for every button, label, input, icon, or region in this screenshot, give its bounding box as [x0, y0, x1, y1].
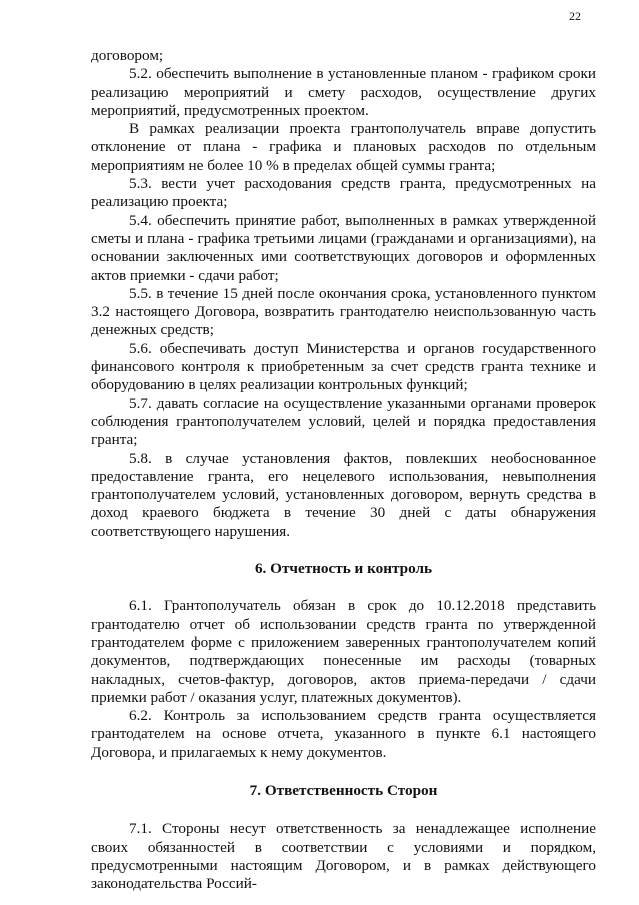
page-number: 22 [569, 9, 581, 23]
paragraph-6-1: 6.1. Грантополучатель обязан в срок до 10.12.2018 представить грантодателю отчет об использовании средств гранта по утвержденной грантодателем форме с приложением заверенных грантополучателем копий документов, подтверждающих понесенные им расходы (товарных накладных, счетов-фактур, договоров, актов приема-передачи / сдачи приемки работ / оказания услуг, платежных документов). [91, 597, 596, 706]
paragraph-5-7: 5.7. давать согласие на осуществление указанными органами проверок соблюдения грантополучателем условий, целей и порядка предоставления гранта; [91, 394, 596, 449]
document-body [91, 47, 596, 893]
section-6-heading: 6. Отчетность и контроль [254, 560, 433, 578]
paragraph-7-1: 7.1. Стороны несут ответственность за ненадлежащее исполнение своих обязанностей в соответствии с условиями и порядком, предусмотренными настоящим Договором, и в рамках действующего законодательства Россий- [91, 820, 596, 893]
paragraph-deviation: В рамках реализации проекта грантополучатель вправе допустить отклонение от плана - графика и плановых расходов по отдельным мероприятиям не более 10 % в пределах общей суммы гранта; [91, 120, 596, 174]
paragraph-5-3: 5.3. вести учет расходования средств гранта, предусмотренных на реализацию проекта; [91, 175, 596, 211]
paragraph-5-2: 5.2. обеспечить выполнение в установленные планом - графиком сроки реализацию мероприятий и смету расходов, осуществление других мероприятий, предусмотренных проектом. [91, 65, 596, 119]
paragraph-5-6: 5.6. обеспечивать доступ Министерства и органов государственного финансового контроля к приобретенным за счет средств гранта технике и оборудованию в целях реализации контрольных функций; [91, 339, 596, 394]
paragraph-continuation: договором; [91, 47, 164, 64]
paragraph-5-5: 5.5. в течение 15 дней после окончания срока, установленного пунктом 3.2 настоящего Договора, возвратить грантодателю неиспользованную часть денежных средств; [91, 284, 596, 339]
paragraph-5-8: 5.8. в случае установления фактов, повлекших необоснованное предоставление гранта, его нецелевого использования, невыполнения грантополучателем условий, установленных договором, вернуть средства в доход краевого бюджета в течение 30 дней с даты обнаружения соответствующего нарушения. [91, 449, 596, 540]
paragraph-6-2: 6.2. Контроль за использованием средств гранта осуществляется грантодателем на основе отчета, указанного в пункте 6.1 настоящего Договора, и прилагаемых к нему документов. [91, 707, 596, 761]
paragraph-5-4: 5.4. обеспечить принятие работ, выполненных в рамках утвержденной сметы и плана - графика третьими лицами (гражданами и организациями), на основании заключенных ими соответствующих договоров и оформленных актов приемки - сдачи работ; [91, 211, 596, 284]
section-7-heading: 7. Ответственность Сторон [249, 781, 438, 799]
